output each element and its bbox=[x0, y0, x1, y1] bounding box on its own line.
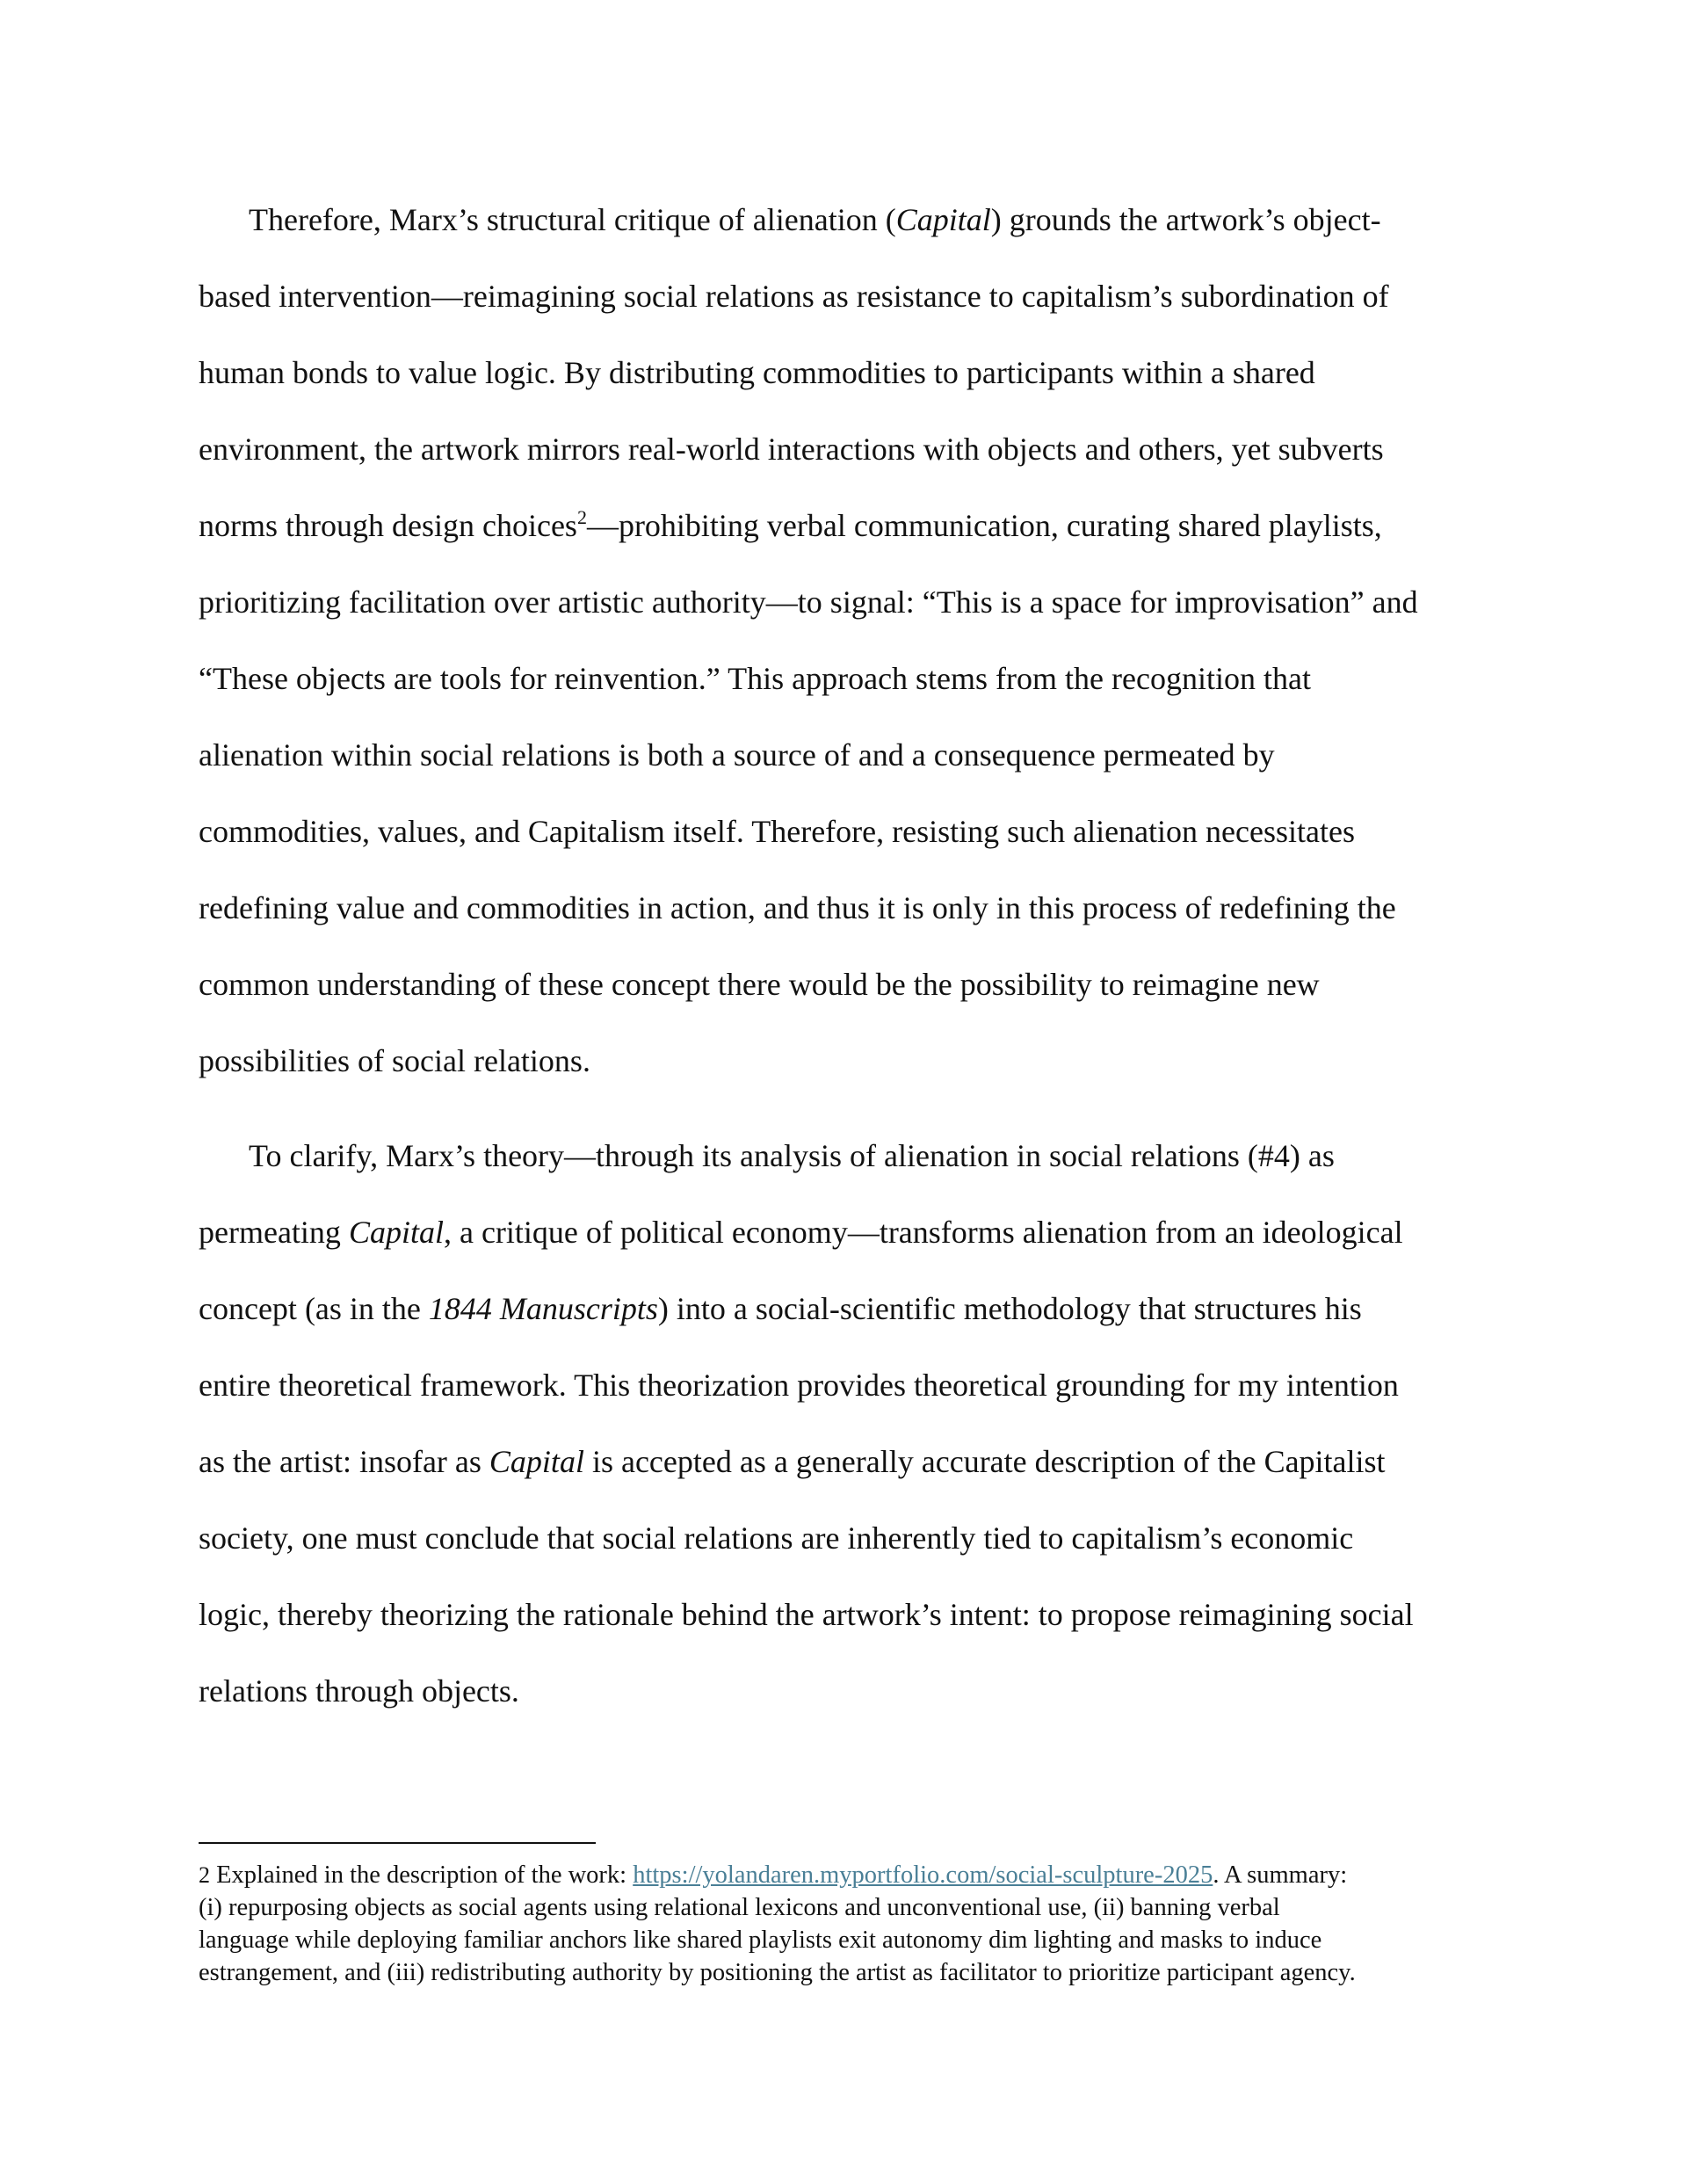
paragraph-line: as the artist: insofar as Capital is accepted as a generally accurate description of the Capitalist bbox=[199, 1444, 1386, 1479]
work-title-capital: Capital bbox=[348, 1215, 444, 1250]
paragraph-line: redefining value and commodities in action, and thus it is only in this process of redefining the bbox=[199, 890, 1396, 925]
paragraph-line: common understanding of these concept there would be the possibility to reimagine new bbox=[199, 967, 1320, 1002]
paragraph-line: logic, thereby theorizing the rationale behind the artwork’s intent: to propose reimagining social bbox=[199, 1597, 1414, 1632]
paragraph-line: environment, the artwork mirrors real-world interactions with objects and others, yet subverts bbox=[199, 432, 1384, 467]
paragraph-line: norms through design choices$^2$—prohibiting verbal communication, curating shared playlists, bbox=[199, 506, 1382, 543]
footnote-line: estrangement, and (iii) redistributing authority by positioning the artist as facilitator to prioritize participant agency. bbox=[199, 1959, 1356, 1986]
paragraph-line: society, one must conclude that social relations are inherently tied to capitalism’s economic bbox=[199, 1520, 1354, 1556]
paragraph-line: based intervention—reimagining social relations as resistance to capitalism’s subordination of bbox=[199, 279, 1389, 314]
paragraph-line: alienation within social relations is both a source of and a consequence permeated by bbox=[199, 737, 1275, 773]
paragraph-line: human bonds to value logic. By distributing commodities to participants within a shared bbox=[199, 355, 1315, 390]
paragraph-line: concept (as in the 1844 Manuscripts) into a social-scientific methodology that structures his bbox=[199, 1291, 1362, 1326]
paragraph-line: Therefore, Marx’s structural critique of alienation (Capital) grounds the artwork’s object- bbox=[249, 202, 1381, 237]
body-paragraph-1 bbox=[199, 182, 1495, 1099]
paragraph-line: entire theoretical framework. This theorization provides theoretical grounding for my intention bbox=[199, 1368, 1399, 1403]
footnote bbox=[199, 1859, 1499, 1989]
work-title-manuscripts: 1844 Manuscripts bbox=[428, 1291, 658, 1326]
footnote-separator bbox=[199, 1842, 596, 1844]
body-paragraph-2 bbox=[199, 1118, 1495, 1730]
footnote-marker: 2 bbox=[199, 1862, 210, 1888]
work-title-capital: Capital bbox=[489, 1444, 584, 1479]
footnote-reference[interactable]: 2 bbox=[576, 506, 587, 528]
portfolio-link[interactable]: https://yolandaren.myportfolio.com/social-sculpture-2025 bbox=[633, 1861, 1213, 1889]
paragraph-line: permeating Capital, a critique of political economy—transforms alienation from an ideological bbox=[199, 1215, 1403, 1250]
paragraph-line: commodities, values, and Capitalism itself. Therefore, resisting such alienation necessitates bbox=[199, 814, 1355, 849]
paragraph-line: relations through objects. bbox=[199, 1673, 519, 1709]
work-title-capital: Capital bbox=[895, 202, 991, 237]
paragraph-line: “These objects are tools for reinvention.” This approach stems from the recognition that bbox=[199, 661, 1311, 696]
footnote-line: 2 Explained in the description of the work: https://yolandaren.myportfolio.com/social-sculpture-2025. A summary: bbox=[199, 1861, 1348, 1889]
footnote-line: language while deploying familiar anchors like shared playlists exit autonomy dim lighting and masks to induce bbox=[199, 1926, 1322, 1954]
footnote-line: (i) repurposing objects as social agents using relational lexicons and unconventional use, (ii) banning verbal bbox=[199, 1894, 1280, 1921]
paragraph-line: possibilities of social relations. bbox=[199, 1043, 590, 1078]
paragraph-line: To clarify, Marx’s theory—through its analysis of alienation in social relations (#4) as bbox=[249, 1138, 1335, 1173]
paragraph-line: prioritizing facilitation over artistic authority—to signal: “This is a space for improvisation” and bbox=[199, 584, 1418, 620]
